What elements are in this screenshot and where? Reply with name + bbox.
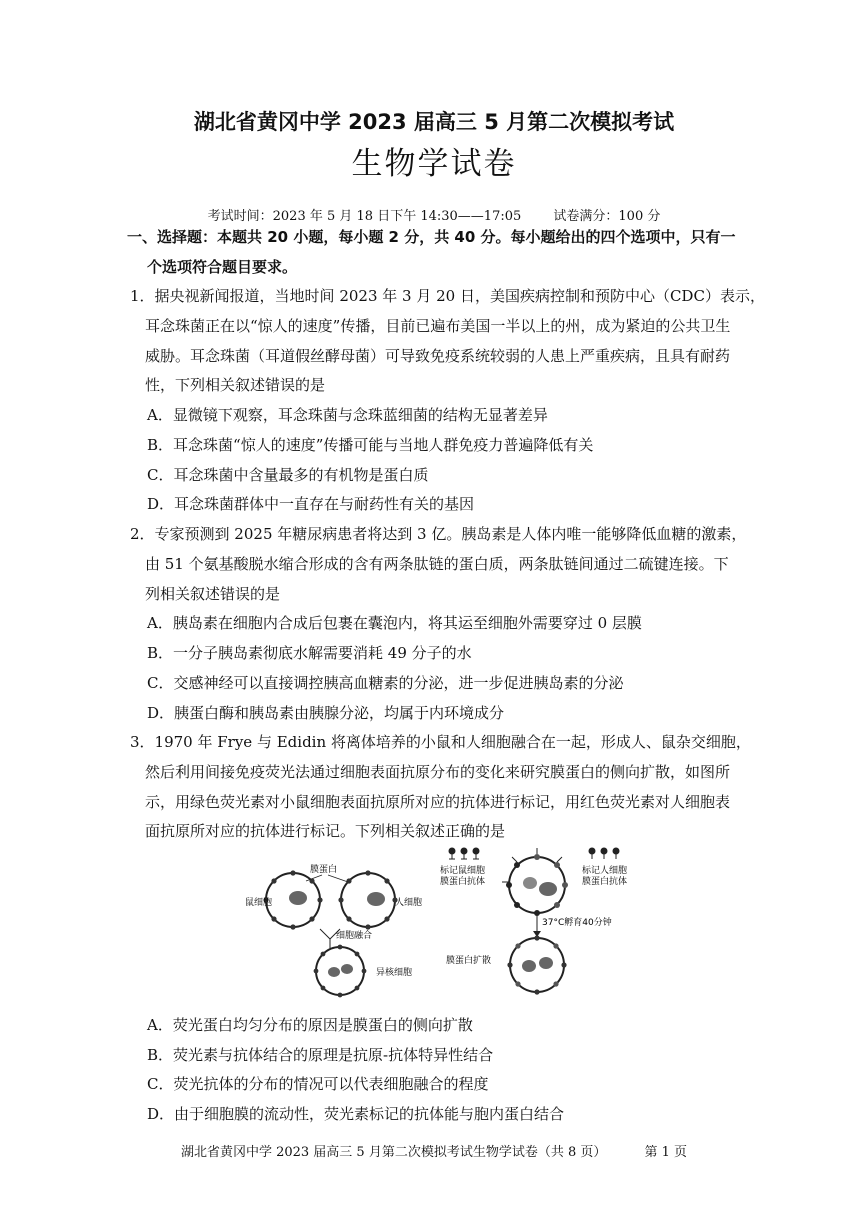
membrane-protein-label: 膜蛋白 bbox=[310, 865, 338, 875]
question-3-line-2: 然后利用间接免疫荧光法通过细胞表面抗原分布的变化来研究膜蛋白的侧向扩散，如图所 bbox=[145, 763, 731, 781]
question-1-option-d: D．耳念珠菌群体中一直存在与耐药性有关的基因 bbox=[147, 495, 475, 513]
question-3-option-b: B．荧光素与抗体结合的原理是抗原-抗体特异性结合 bbox=[147, 1046, 494, 1064]
incubation-label: 37°C孵育40分钟 bbox=[542, 918, 612, 928]
question-3-option-a: A．荧光蛋白均匀分布的原因是膜蛋白的侧向扩散 bbox=[147, 1016, 473, 1034]
question-1-line-4: 性，下列相关叙述错误的是 bbox=[145, 376, 326, 394]
question-3-line-4: 面抗原所对应的抗体进行标记。下列相关叙述正确的是 bbox=[145, 822, 506, 840]
page-footer bbox=[0, 1141, 868, 1160]
question-1-option-a: A．显微镜下观察，耳念珠菌与念珠蓝细菌的结构无显著差异 bbox=[147, 406, 548, 424]
question-1-option-b: B．耳念珠菌“惊人的速度”传播可能与当地人群免疫力普遍降低有关 bbox=[147, 436, 594, 454]
question-1-line-1: 1．据央视新闻报道，当地时间 2023 年 3 月 20 日，美国疾病控制和预防中心（CDC）表示， bbox=[130, 287, 765, 305]
mouse-cell-label: 鼠细胞 bbox=[245, 898, 273, 908]
full-score: 试卷满分：100 分 bbox=[553, 209, 661, 224]
section-heading-line1: 一、选择题：本题共 20 小题，每小题 2 分，共 40 分。每小题给出的四个选项中，只有一 bbox=[127, 228, 736, 246]
label-human-antibody-line2: 膜蛋白抗体 bbox=[582, 877, 628, 887]
question-1-line-3: 威胁。耳念珠菌（耳道假丝酵母菌）可导致免疫系统较弱的人患上严重疾病，且具有耐药 bbox=[145, 347, 731, 365]
school-exam-title: 湖北省黄冈中学 2023 届高三 5 月第二次模拟考试 bbox=[193, 110, 675, 134]
question-2-option-d: D．胰蛋白酶和胰岛素由胰腺分泌，均属于内环境成分 bbox=[147, 704, 505, 722]
exam-time: 考试时间：2023 年 5 月 18 日下午 14:30——17:05 bbox=[207, 209, 522, 224]
question-2-option-c: C．交感神经可以直接调控胰高血糖素的分泌，进一步促进胰岛素的分泌 bbox=[147, 674, 624, 692]
heterokaryon-diagram bbox=[314, 945, 367, 998]
question-2-option-b: B．一分子胰岛素彻底水解需要消耗 49 分子的水 bbox=[147, 644, 472, 662]
question-2-line-3: 列相关叙述错误的是 bbox=[145, 585, 281, 603]
human-cell-label: 人细胞 bbox=[395, 898, 423, 908]
label-mouse-antibody-line2: 膜蛋白抗体 bbox=[440, 877, 486, 887]
heterokaryon-label: 异核细胞 bbox=[376, 968, 413, 978]
footer-text: 湖北省黄冈中学 2023 届高三 5 月第二次模拟考试生物学试卷（共 8 页） bbox=[180, 1145, 607, 1160]
exam-info bbox=[0, 205, 868, 224]
question-2-option-a: A．胰岛素在细胞内合成后包裹在囊泡内，将其运至细胞外需要穿过 0 层膜 bbox=[147, 614, 642, 632]
page-number: 第 1 页 bbox=[644, 1145, 688, 1160]
label-mouse-antibody-line1: 标记鼠细胞 bbox=[440, 866, 486, 876]
labeled-fused-cell-diagram bbox=[502, 848, 568, 916]
question-2-line-2: 由 51 个氨基酸脱水缩合形成的含有两条肽链的蛋白质，两条肽链间通过二硫键连接。下 bbox=[145, 555, 729, 573]
question-3-option-c: C．荧光抗体的分布的情况可以代表细胞融合的程度 bbox=[147, 1075, 489, 1093]
mouse-cell-diagram bbox=[263, 870, 322, 929]
question-1-line-2: 耳念珠菌正在以“惊人的速度”传播，目前已遍布美国一半以上的州，成为紧迫的公共卫生 bbox=[145, 317, 731, 335]
question-1-option-c: C．耳念珠菌中含量最多的有机物是蛋白质 bbox=[147, 466, 429, 484]
question-3-option-d: D．由于细胞膜的流动性，荧光素标记的抗体能与胞内蛋白结合 bbox=[147, 1105, 565, 1123]
diffused-cell-diagram bbox=[507, 935, 566, 994]
diffusion-label: 膜蛋白扩散 bbox=[446, 956, 492, 966]
antibody-icons-right bbox=[589, 848, 619, 859]
cell-fusion-label: 细胞融合 bbox=[336, 931, 373, 941]
question-2-line-1: 2．专家预测到 2025 年糖尿病患者将达到 3 亿。胰岛素是人体内唯一能够降低血糖的激素， bbox=[130, 525, 747, 543]
question-3-line-1: 3．1970 年 Frye 与 Edidin 将离体培养的小鼠和人细胞融合在一起，形成人、鼠杂交细胞， bbox=[130, 733, 751, 751]
subject-title: 生物学试卷 bbox=[351, 146, 517, 182]
human-cell-diagram bbox=[338, 870, 397, 929]
section-heading-line2: 个选项符合题目要求。 bbox=[147, 258, 298, 276]
question-3-line-3: 示，用绿色荧光素对小鼠细胞表面抗原所对应的抗体进行标记，用红色荧光素对人细胞表 bbox=[145, 793, 731, 811]
label-human-antibody-line1: 标记人细胞 bbox=[582, 866, 628, 876]
antibody-icons-left bbox=[449, 848, 479, 859]
cell-fusion-figure bbox=[240, 845, 640, 1000]
